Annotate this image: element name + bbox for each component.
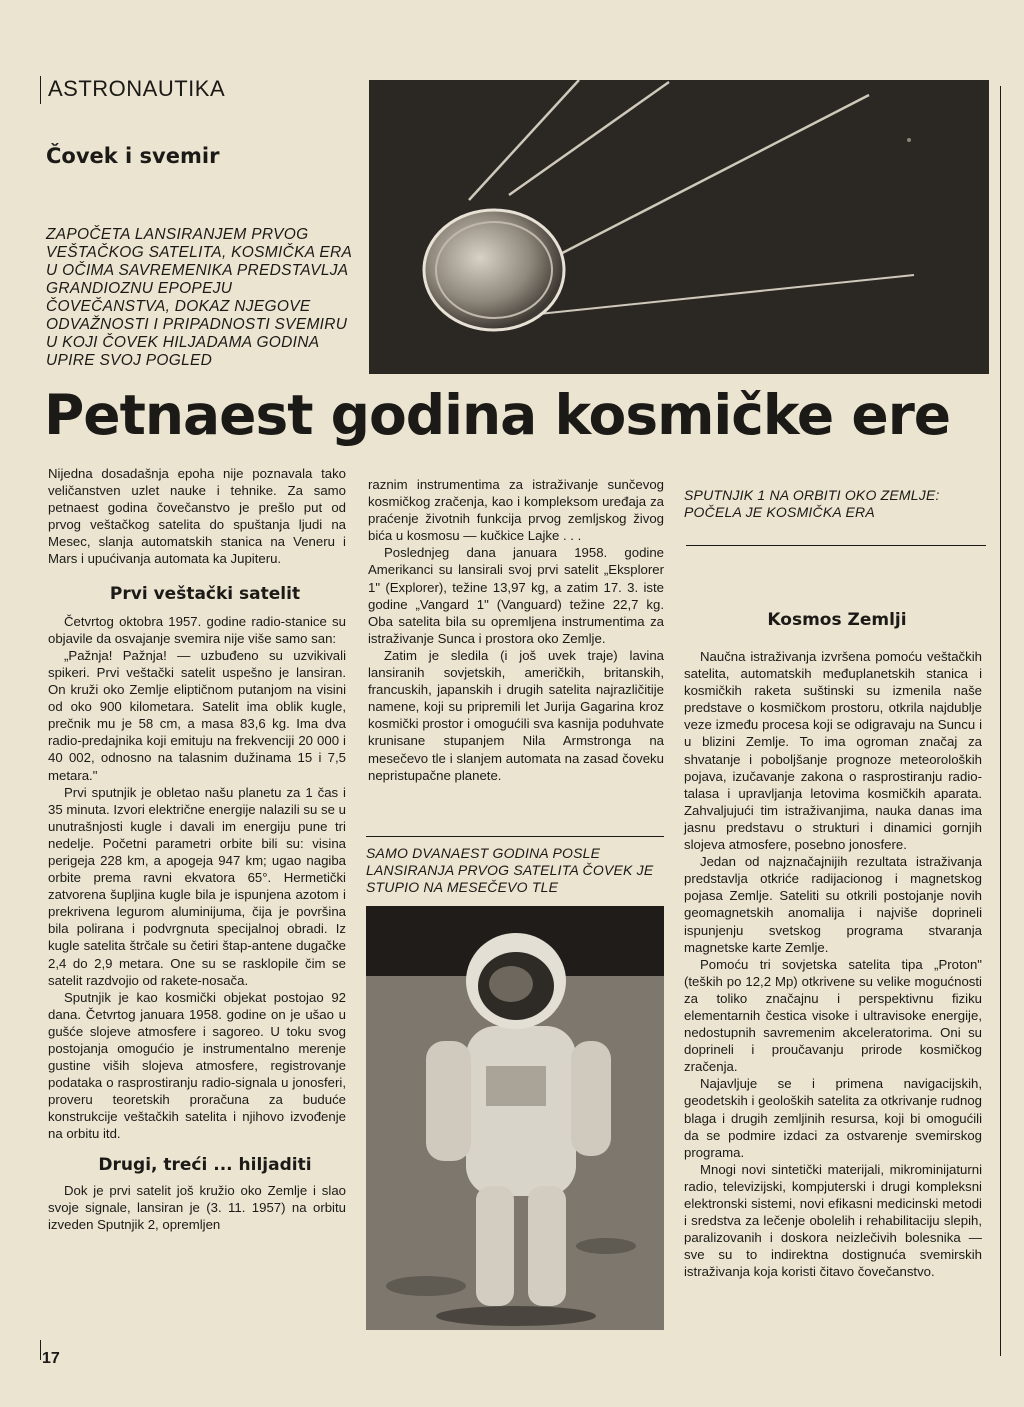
- sputnik-illustration: [369, 80, 989, 374]
- caption-rule: [366, 836, 664, 837]
- column-rule-left: [40, 1340, 41, 1360]
- paragraph: Naučna istraživanja izvršena pomoću veštačkih satelita, automatskih međuplanetskih stanica i kosmičkih raketa suštinski su izmenila naše predstave o kosmičkom prostoru, otkrila najdublje veze između procesa koji se odigravaju na Suncu i u blizini Zemlje. To ima ogroman značaj za shvatanje i poboljšanje prognoze meteoroloških pojava, izučavanje zakona o rasprostiranju radio-talasa i upravljanja letovima kosmičkih aparata. Zahvaljujući tim istraživanjima, nauka danas ima jasnu predstavu o strukturi i dinamici gornjih slojeva atmosfere, posebno jonosfere.: [684, 649, 982, 853]
- subheading-cosmos-earth: Kosmos Zemlji: [767, 610, 907, 630]
- intro-paragraph: Nijedna dosadašnja epoha nije poznavala tako veličanstven uzlet nauke i tehnike. Za samo petnaest godina čovečanstvo je prešlo put od prvog veštačkog satelita do spuštanja ljudi na Mesec, slanja automatskih stanica na Veneru i Mars i upućivanja automata ka Jupiteru.: [48, 466, 346, 567]
- paragraph: Pomoću tri sovjetska satelita tipa „Proton" (teških po 12,2 Mp) otkrivene su velike mogućnosti za toliko značajnu i perspektivnu fiziku elementarnih čestica visoke i ultravisoke energije, nedostupnih savremenim akceleratorima. Oni su doprineli i proučavanju prirode kosmičkog zračenja.: [684, 956, 982, 1075]
- sputnik-photo-caption: SPUTNJIK 1 NA ORBITI OKO ZEMLJE: POČELA JE KOSMIČKA ERA: [684, 487, 940, 520]
- sputnik-photo: [369, 80, 989, 374]
- paragraph: Četvrtog oktobra 1957. godine radio-stanice su objavile da osvajanje svemira nije više samo san:: [48, 613, 346, 646]
- column-2: [368, 476, 664, 784]
- paragraph: Najavljuje se i primena navigacijskih, geodetskih i geoloških satelita za otkrivanje rudnog blaga i drugih zemljinih resursa, koji bi omogućili da se podmire izdaci za ostvarenje svemirskog programa.: [684, 1076, 982, 1160]
- right-margin-rule: [1000, 86, 1001, 1356]
- column-3: [684, 648, 982, 1280]
- paragraph: Dok je prvi satelit još kružio oko Zemlje i slao svoje signale, lansiran je (3. 11. 1957) na orbitu izveden Sputnjik 2, opremljen: [48, 1182, 346, 1232]
- paragraph: Jedan od najznačajnijih rezultata istraživanja predstavlja otkriće radijacionog i magnetskog pojasa Zemlje. Sateliti su otkrili postojanje novih geomagnetskih anomalija i najviše doprineli ispunjenju svetskog programa stvaranja magnetske karte Zemlje.: [684, 854, 982, 955]
- astronaut-photo-caption: SAMO DVANAEST GODINA POSLE LANSIRANJA PRVOG SATELITA ČOVEK JE STUPIO NA MESEČEVO TLE: [366, 845, 654, 895]
- astronaut-illustration: [366, 906, 664, 1330]
- paragraph: „Pažnja! Pažnja! — uzbuđeno su uzvikivali spikeri. Prvi veštački satelit uspešno je lansiran. On kruži oko Zemlje eliptičnom putanjom na visini od oko 900 kilometara. Satelit ima oblik kugle, prečnik mu je 58 cm, a masa 83,6 kg. Ima dva radio-predajnika koji emituju na frekvenciji 20 000 i 40 002, odnosno na talasnim dužinama 15 i 7,5 metara.": [48, 647, 346, 783]
- subheading-second-third: Drugi, treći ... hiljaditi: [98, 1154, 312, 1175]
- article-headline: Petnaest godina kosmičke ere: [44, 383, 951, 447]
- paragraph: Prvi sputnjik je obletao našu planetu za 1 čas i 35 minuta. Izvori električne energije nalazili su se u unutrašnjosti kugle i davali im energiju pune tri nedelje. Početni parametri orbite bili su: visina perigeja 228 km, a apogeja 947 km; ugao nagiba orbite prema ravni ekvatora 65°. Hermetički zatvorena šupljina kugle bila je ispunjena azotom i prekrivena legurom aluminijuma, čija je površina bila polirana i podvrgnuta specijalnoj obradi. Iz kugle satelita štrčale su četiri štap-antene dugačke 2,4 do 2,9 metara. One su se rasklopile čim se satelit razdvojio od rakete-nosača.: [48, 784, 346, 988]
- paragraph: Mnogi novi sintetički materijali, mikrominijaturni radio, televizijski, kompjuterski i drugi kompleksni elektronski sistemi, novi efikasni medicinski metodi i sredstva za lečenje obolelih i rehabilitaciju slepih, paralizovanih i doskora neizlečivih bolesnika — sve su to indirektna dostignuća svemirskih istraživanja koja koristi čitavo čovečanstvo.: [684, 1161, 982, 1280]
- column-1: [48, 465, 346, 1233]
- lead-paragraph: ZAPOČETA LANSIRANJEM PRVOG VEŠTAČKOG SATELITA, KOSMIČKA ERA U OČIMA SAVREMENIKA PREDSTAVLJA GRANDIOZNU EPOPEJU ČOVEČANSTVA, DOKAZ NJEGOVE ODVAŽNOSTI I PRIPADNOSTI SVEMIRU U KOJI ČOVEK HILJADAMA GODINA UPIRE SVOJ POGLED: [46, 226, 352, 369]
- subheading-first-satellite: Prvi veštački satelit: [109, 583, 301, 604]
- paragraph: Sputnjik je kao kosmički objekat postojao 92 dana. Četvrtog januara 1958. godine on je ušao u gušće slojeve atmosfere i sagoreo. U toku svog postojanja omogućio je instrumentalno merenje gustine viših slojeva atmosfere, registrovanje podataka o rasprostiranju radio-signala u jonosferi, proveru teoretskih proračuna za buduće konstrukcije veštačkih satelita i njihovo izvođenje na orbitu itd.: [48, 989, 346, 1142]
- kicker-title: Čovek i svemir: [46, 144, 220, 168]
- section-title: ASTRONAUTIKA: [48, 76, 226, 101]
- paragraph: raznim instrumentima za istraživanje sunčevog kosmičkog zračenja, kao i kompleksom uređaja za praćenje životnih funkcija prvog zemljskog živog bića u kosmosu — kučkice Lajke . . .: [368, 477, 664, 544]
- paragraph: Poslednjeg dana januara 1958. godine Amerikanci su lansirali svoj prvi satelit „Eksplorer 1" (Explorer), težine 13,97 kg, a zatim 17. 3. iste godine „Vangard 1" (Vanguard) težine 22,7 kg. Oba satelita bila su opremljena instrumentima za istraživanje Sunca i prostora oko Zemlje.: [368, 545, 664, 646]
- page-number: 17: [42, 1350, 60, 1367]
- astronaut-photo: [366, 906, 664, 1330]
- left-margin-rule: [40, 76, 41, 104]
- paragraph: Zatim je sledila (i još uvek traje) lavina lansiranih sovjetskih, američkih, britanskih, francuskih, japanskih i drugih satelita najrazličitije namene, koji su pripremili let Jurija Gagarina kroz kosmički prostor i omogućili sva kasnija poduhvate krunisane stupanjem Nila Armstronga na mesečevo tle i slanjem automata na zasad čoveku nepristupačne planete.: [368, 647, 664, 783]
- caption-rule-right: [686, 545, 986, 546]
